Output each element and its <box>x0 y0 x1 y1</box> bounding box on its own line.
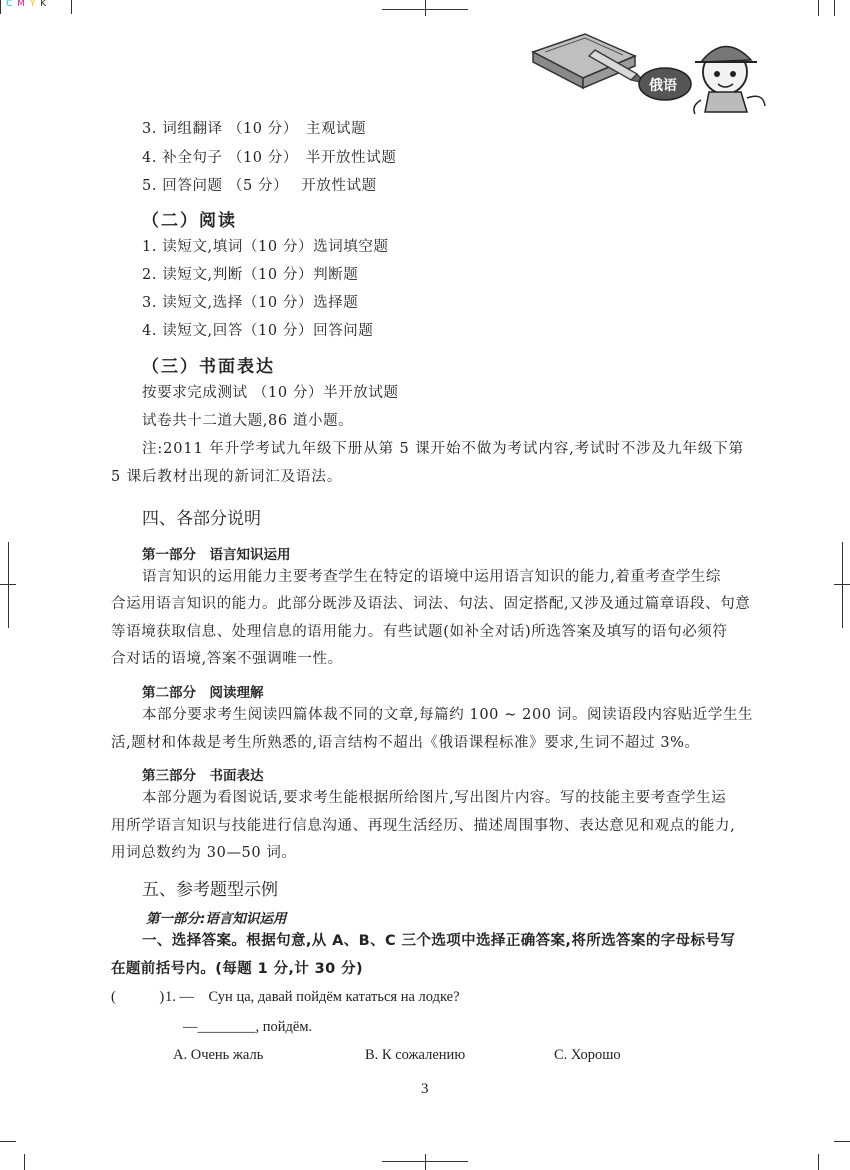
crosshair-mark <box>842 542 843 628</box>
reading-item: 1. 读短文,填词（10 分）选词填空题 <box>142 239 389 255</box>
writing-item: 试卷共十二道大题,86 道小题。 <box>142 413 354 429</box>
crosshair-mark <box>8 542 9 628</box>
paragraph-line: 本部分要求考生阅读四篇体裁不同的文章,每篇约 100 ~ 200 词。阅读语段内容贴近学生生 <box>142 707 754 723</box>
crop-mark <box>818 0 819 16</box>
reading-item: 2. 读短文,判断（10 分）判断题 <box>142 267 359 283</box>
crosshair-mark <box>425 0 426 16</box>
magenta-mark: M <box>17 0 26 9</box>
paragraph-line: 本部分题为看图说话,要求考生能根据所给图片,写出图片内容。写的技能主要考查学生运 <box>142 790 727 806</box>
part1-heading: 第一部分 语言知识运用 <box>142 547 291 563</box>
instruction-line: 一、选择答案。根据句意,从 A、B、C 三个选项中选择正确答案,将所选答案的字母标号写 <box>142 933 736 949</box>
part3-heading: 第三部分 书面表达 <box>142 768 264 784</box>
paragraph-line: 活,题材和体裁是考生所熟悉的,语言结构不超出《俄语课程标准》要求,生词不超过 3%。 <box>111 735 700 751</box>
exam-item: 5. 回答问题 （5 分） 开放性试题 <box>142 178 377 194</box>
black-mark: K <box>40 0 48 9</box>
reading-item: 3. 读短文,选择（10 分）选择题 <box>142 295 359 311</box>
option-a[interactable]: A. Очень жаль <box>173 1047 264 1063</box>
question-stem: 1. — Сун ца, давай пойдём кататься на лодке? <box>165 989 460 1005</box>
crop-mark <box>24 1154 25 1170</box>
crop-mark <box>0 0 1 14</box>
section-heading-writing: （三）书面表达 <box>142 357 275 377</box>
paragraph-line: 等语境获取信息、处理信息的语用能力。有些试题(如补全对话)所选答案及填写的语句必须符 <box>111 624 728 640</box>
crop-mark <box>0 1141 16 1142</box>
crop-mark <box>834 1141 850 1142</box>
paragraph-line: 合运用语言知识的能力。此部分既涉及语法、词法、句法、固定搭配,又涉及通过篇章语段、句意 <box>111 596 751 612</box>
section-heading-4: 四、各部分说明 <box>142 509 261 529</box>
exam-item: 3. 词组翻译 （10 分） 主观试题 <box>142 121 367 137</box>
crop-mark <box>834 0 835 16</box>
book-pencil-icon <box>525 22 770 117</box>
note-line: 注:2011 年升学考试九年级下册从第 5 课开始不做为考试内容,考试时不涉及九年级下第 <box>142 441 745 457</box>
note-line: 5 课后教材出现的新词汇及语法。 <box>111 469 343 485</box>
part2-heading: 第二部分 阅读理解 <box>142 685 264 701</box>
color-registration-bar <box>6 0 47 9</box>
section-heading-5: 五、参考题型示例 <box>142 880 278 900</box>
paragraph-line: 合对话的语境,答案不强调唯一性。 <box>111 651 343 667</box>
paragraph-line: 用词总数约为 30—50 词。 <box>111 845 297 861</box>
header-illustration <box>525 22 770 117</box>
question-blank-line: —________, пойдём. <box>183 1019 313 1035</box>
cyan-mark: C <box>6 0 14 9</box>
answer-bracket[interactable]: ( ) <box>111 989 165 1005</box>
instruction-line: 在题前括号内。(每题 1 分,计 30 分) <box>111 961 364 977</box>
page-number: 3 <box>421 1081 429 1097</box>
yellow-mark: Y <box>29 0 37 9</box>
exam-item: 4. 补全句子 （10 分） 半开放性试题 <box>142 150 397 166</box>
writing-item: 按要求完成测试 （10 分）半开放试题 <box>142 385 399 401</box>
crop-mark <box>818 1154 819 1170</box>
option-b[interactable]: B. К сожалению <box>365 1047 466 1063</box>
option-c[interactable]: C. Хорошо <box>554 1047 621 1063</box>
example-part1-heading: 第一部分:语言知识运用 <box>146 911 287 927</box>
section-heading-reading: （二）阅读 <box>142 211 237 231</box>
header-badge-label: 俄语 <box>649 78 677 94</box>
crop-mark <box>71 0 72 14</box>
reading-item: 4. 读短文,回答（10 分）回答问题 <box>142 323 374 339</box>
crosshair-mark <box>425 1154 426 1170</box>
paragraph-line: 语言知识的运用能力主要考查学生在特定的语境中运用语言知识的能力,着重考查学生综 <box>142 569 722 585</box>
paragraph-line: 用所学语言知识与技能进行信息沟通、再现生活经历、描述周围事物、表达意见和观点的能力, <box>111 818 736 834</box>
